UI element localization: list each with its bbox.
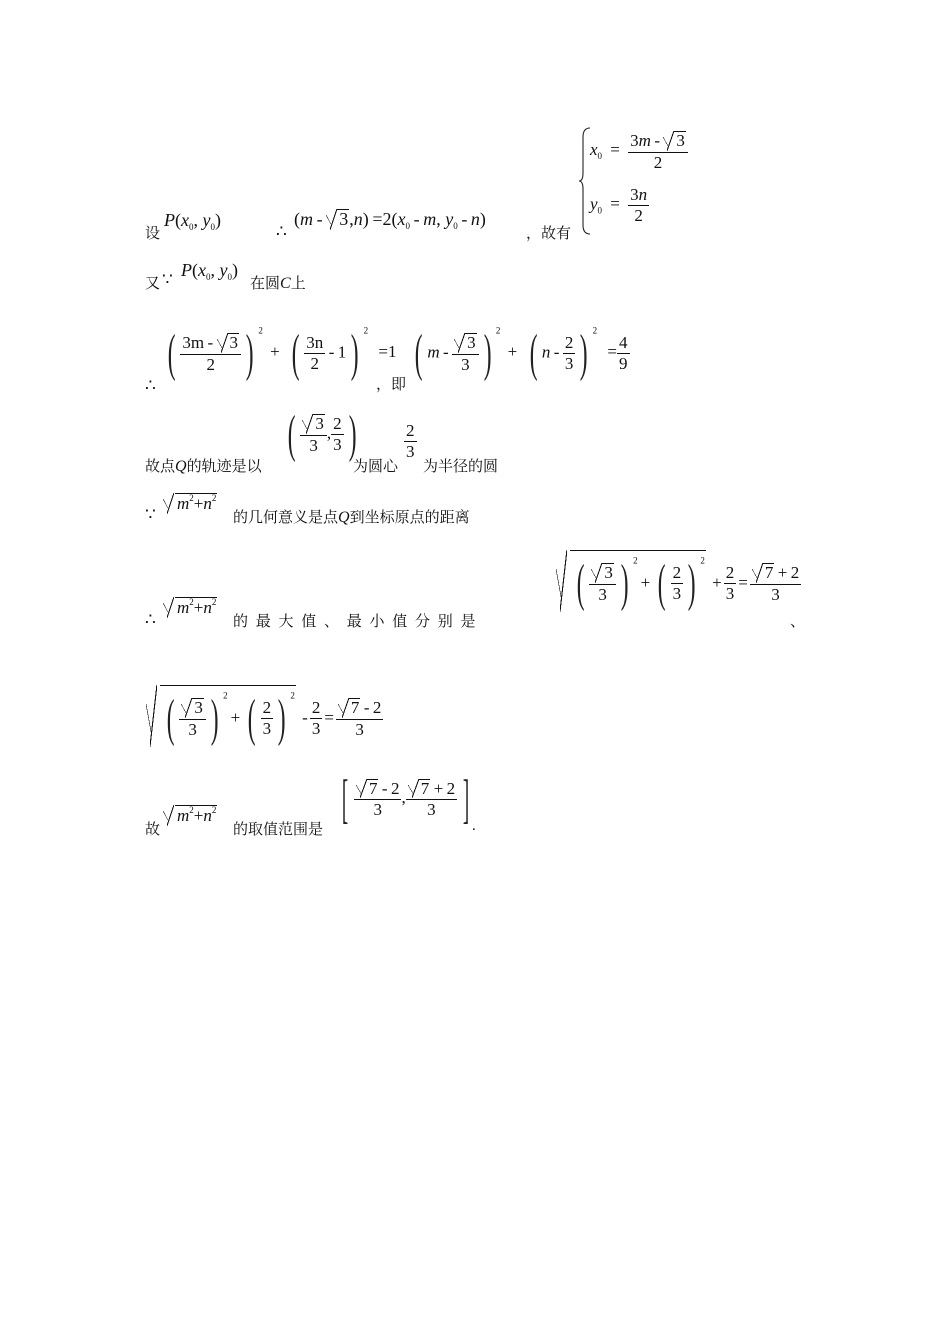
fraction: $\frac{3n}{2}$ [630, 185, 648, 225]
text-you: 又 [145, 276, 161, 292]
text-radius: 为半径的圆 [423, 459, 499, 475]
therefore-symbol: ∴ [145, 610, 156, 629]
system-eq-x: $x_0$ = $\frac{3m - 3}{2}$ [590, 131, 688, 172]
sqrt-m2n2: $m^2+n^2$ [163, 805, 217, 826]
max-value-expression: ( $\frac{3}{3}$ ) $^2$+ ( $\frac{2}{3}$ ) $^2$ + $\frac{2}{3}$ = $\frac{7 + 2}{3}$ [556, 550, 801, 622]
point-p: $P(x_0$, $y_0$) [181, 260, 238, 282]
system-eq-y: $y_0$ = $\frac{3n}{2}$ [590, 185, 648, 225]
text-she: 设 [145, 226, 161, 242]
text-center: 为圆心 [353, 459, 399, 475]
text-period: . [472, 818, 476, 834]
text-ji: ，即 [376, 377, 407, 393]
text-meaning: 的几何意义是点Q到坐标原点的距离 [233, 509, 470, 526]
text-range: 的取值范围是 [233, 822, 324, 838]
text-gu: 故 [145, 822, 161, 838]
min-value-expression: ( $\frac{3}{3}$ ) $^2$+ ( $\frac{2}{3}$ ) $^2$ - $\frac{2}{3}$ = $\frac{7 - 2}{3}$ [146, 685, 383, 757]
circle-equation-1: ( $\frac{3m - 3}{2}$ ) $^2$ + ( $\frac{3n}{2}$ - 1) $^2$ =1 [167, 325, 397, 382]
range-interval: [ $\frac{7 - 2}{3}$ , $\frac{7 + 2}{3}$ ] [341, 769, 470, 829]
sqrt3: 3 [326, 209, 349, 230]
vector-equation: $(m - 3,n) =2(x_0 - m$, $y_0 - n$) [294, 209, 486, 231]
therefore-symbol: ∴ [276, 222, 287, 241]
text-zaiyuan: 在圆C上 [250, 275, 306, 292]
radius-fraction: $\frac{2}{3}$ [406, 421, 415, 461]
text-max-min: 的 最 大 值 、 最 小 值 分 别 是 [233, 614, 478, 630]
text-guyou: ，故有 [526, 226, 572, 242]
therefore-symbol: ∴ [145, 376, 156, 395]
text-locus: 故点Q的轨迹是以 [145, 458, 262, 475]
circle-center: ( $\frac{3}{3}$ , $\frac{2}{3}$ ) [287, 406, 357, 463]
circle-equation-2: ( m - $\frac{3}{3}$ ) $^2$ + ( n - $\frac{2}{3}$ ) $^2$ = $\frac{4}{9}$ [414, 325, 628, 382]
text-comma: 、 [790, 614, 806, 630]
fraction: $\frac{3m - 3}{2}$ [628, 131, 688, 172]
point-p-def: $P(x_0$, $y_0$) [164, 210, 221, 232]
because-symbol: ∵ [162, 270, 173, 289]
sqrt-m2n2: $m^2+n^2$ [163, 493, 217, 514]
sqrt-m2n2: $m^2+n^2$ [163, 597, 217, 618]
because-symbol: ∵ [145, 505, 156, 524]
